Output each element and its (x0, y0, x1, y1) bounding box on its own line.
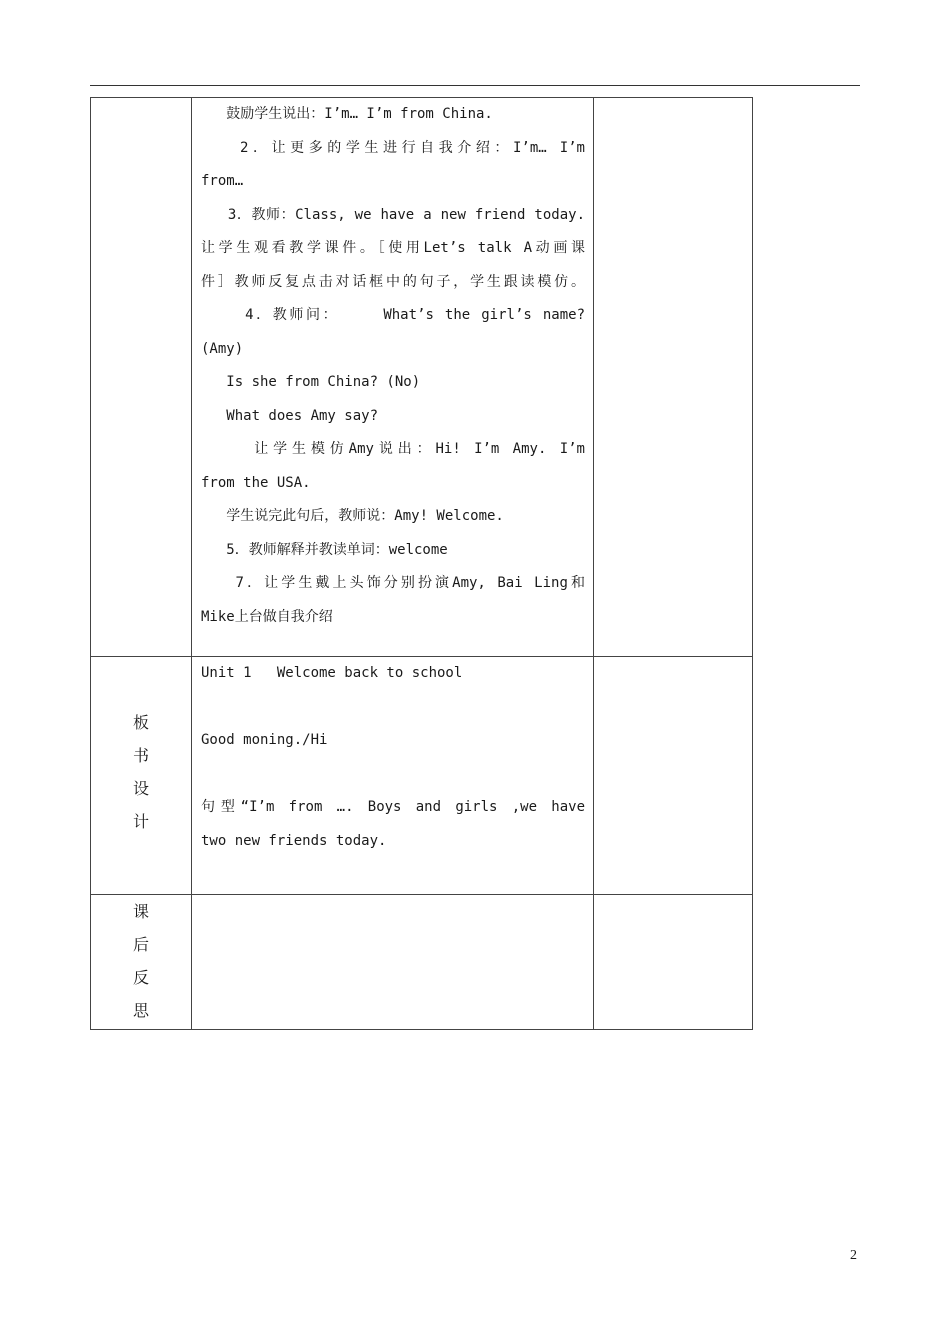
procedure-label-cell (91, 98, 192, 657)
procedure-line: 让学生模仿Amy说出：Hi! I’m Amy. I’m (201, 441, 585, 457)
board-design-notes-cell (594, 657, 753, 895)
reflection-label-char: 课 (132, 902, 149, 921)
procedure-line: 4．教师问： What’s the girl’s name? (201, 307, 585, 323)
page-number: 2 (850, 1248, 857, 1263)
board-line: two new friends today. (201, 832, 387, 849)
procedure-line: Is she from China? (No) (201, 374, 421, 390)
procedure-line: 学生说完此句后，教师说：Amy! Welcome. (201, 508, 504, 524)
board-line (201, 691, 585, 725)
procedure-line: 2．让更多的学生进行自我介绍：I’m… I’m (201, 139, 585, 156)
board-line (201, 758, 585, 792)
board-design-label-char: 计 (132, 812, 149, 831)
procedure-line: 让学生观看教学课件。［使用Let’s talk A动画课 (201, 240, 585, 256)
procedure-line: Mike上台做自我介绍 (201, 608, 333, 625)
board-design-label-char: 设 (132, 779, 149, 798)
procedure-line: 3．教师：Class, we have a new friend today. (201, 206, 585, 223)
lesson-plan-table (90, 97, 753, 1030)
board-design-content-cell (192, 657, 594, 895)
board-line: Good moning./Hi (201, 732, 328, 748)
board-line: 句型“I’m from …. Boys and girls ,we have (201, 799, 585, 815)
procedure-line: 7．让学生戴上头饰分别扮演Amy, Bai Ling和 (201, 575, 585, 591)
procedure-line: What does Amy say? (201, 407, 379, 424)
procedure-line: (Amy) (201, 340, 244, 357)
procedure-line: from the USA. (201, 474, 311, 491)
procedure-line: 件］教师反复点击对话框中的句子，学生跟读模仿。 (201, 273, 585, 290)
reflection-label-char: 反 (132, 968, 149, 987)
board-design-label-cell (91, 657, 192, 895)
board-line: Unit 1 Welcome back to school (201, 665, 463, 681)
procedure-content-cell (192, 98, 594, 657)
procedure-line: from… (201, 173, 244, 189)
procedure-notes-cell (594, 98, 753, 657)
header-rule (90, 85, 860, 86)
reflection-row (91, 895, 753, 1030)
procedure-line: 鼓励学生说出：I’m… I’m from China. (201, 106, 493, 122)
reflection-content-cell (192, 895, 594, 1030)
board-design-label-char: 板 (132, 713, 149, 732)
reflection-label-cell (91, 895, 192, 1030)
procedure-row (91, 98, 753, 657)
board-design-label-char: 书 (132, 746, 149, 765)
reflection-label-char: 后 (132, 935, 149, 954)
board-design-row (91, 657, 753, 895)
reflection-notes-cell (594, 895, 753, 1030)
procedure-line: 5．教师解释并教读单词：welcome (201, 541, 448, 558)
reflection-label-char: 思 (132, 1001, 149, 1020)
